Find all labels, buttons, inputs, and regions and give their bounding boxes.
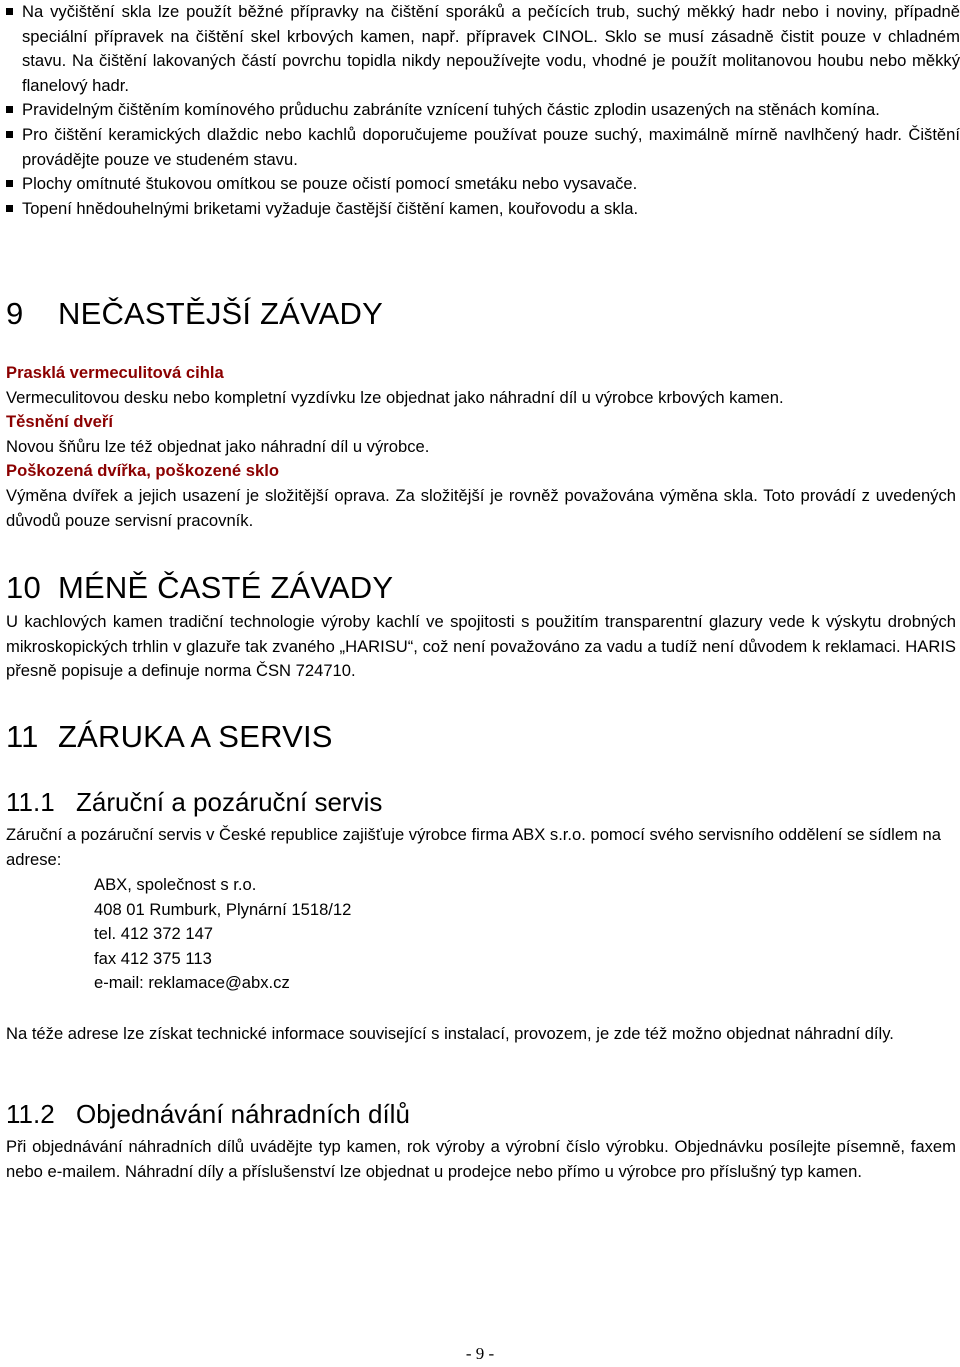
fault-text: Vermeculitovou desku nebo kompletní vyzdívku lze objednat jako náhradní díl u výrobce krbových kamen. [6,387,784,407]
address-street: 408 01 Rumburk, Plynární 1518/12 [94,899,352,919]
section-11-1-note: Na téže adrese lze získat technické informace související s instalací, provozem, je zde též možno objednat náhradní díly. [6,1024,894,1043]
section-title: ZÁRUKA A SERVIS [58,719,333,754]
section-11-1-heading [6,787,382,818]
list-item [4,0,960,98]
section-9-heading [6,296,383,332]
section-number: 11.1 [6,787,55,817]
bullet-square-icon [6,205,13,212]
section-11-2-body: Při objednávání náhradních dílů uvádějte typ kamen, rok výroby a výrobní číslo výrobku. Objednávku posílejte písemně, faxem nebo e-mailem. Náhradní díly a příslušenství lze objednat u prodejce nebo přímo u výrobce pro příslušný typ kamen. [6,1137,956,1181]
address-email: e-mail: reklamace@abx.cz [94,973,290,993]
section-title: MÉNĚ ČASTÉ ZÁVADY [58,570,394,605]
fault-heading: Prasklá vermeculitová cihla [6,363,224,382]
list-item-text: Topení hnědouhelnými briketami vyžaduje častější čištění kamen, kouřovodu a skla. [22,198,639,218]
section-10-heading [6,570,393,606]
bullet-square-icon [6,131,13,138]
page-number: - 9 - [465,1344,495,1363]
section-9-body [6,361,956,533]
fault-heading: Těsnění dveří [6,412,113,432]
list-item-text: Na vyčištění skla lze použít běžné přípravky na čištění sporáků a pečících trub, suchý měkký hadr nebo i noviny, případně speciální přípravek na čištění skel krbových kamen, např. přípravek CINOL. Sklo se musí zásadně čistit pouze v chladném stavu. Na čištění lakovaných částí povrchu topidla nikdy nepoužívejte vodu, vhodné je použít molitanovou houbu nebo měkký flanelový hadr. [22,2,960,95]
address-phone: tel. 412 372 147 [94,924,214,944]
list-item-text: Pro čištění keramických dlaždic nebo kachlů doporučujeme používat pouze suchý, maximálně mírně navlhčený hadr. Čištění provádějte pouze ve studeném stavu. [22,124,960,169]
section-10-body: U kachlových kamen tradiční technologie výroby kachlí ve spojitosti s použitím transparentní glazury vede k výskytu drobných mikroskopických trhlin v glazuře tak zvaného „HARISU“, což není považováno za vadu a tudíž není důvodem k reklamaci. HARIS přesně popisuje a definuje norma ČSN 724710. [6,612,956,681]
section-11-heading [6,719,333,755]
section-11-1-intro: Záruční a pozáruční servis v České republice zajišťuje výrobce firma ABX s.r.o. pomocí svého servisního oddělení se sídlem na adrese: [6,825,941,869]
list-item [4,197,960,222]
list-item [4,172,960,197]
cleaning-tips-list [4,0,960,221]
section-11-2-heading [6,1099,410,1130]
bullet-square-icon [6,106,13,113]
section-title: Objednávání náhradních dílů [76,1099,410,1129]
fault-text: Novou šňůru lze též objednat jako náhradní díl u výrobce. [6,436,430,456]
list-item [4,98,960,123]
fault-text: Výměna dvířek a jejich usazení je složitější oprava. Za složitější je rovněž považována výměna skla. Toto provádí z uvedených důvodů pouze servisní pracovník. [6,485,956,530]
section-title: NEČASTĚJŠÍ ZÁVADY [58,296,383,331]
section-number: 9 [6,296,24,331]
address-fax: fax 412 375 113 [94,948,212,968]
list-item-text: Pravidelným čištěním komínového průduchu zabráníte vznícení tuhých částic zplodin usazených na stěnách komína. [22,100,880,120]
section-number: 10 [6,570,41,605]
bullet-square-icon [6,8,13,15]
list-item-text: Plochy omítnuté štukovou omítkou se pouze očistí pomocí smetáku nebo vysavače. [22,174,638,194]
section-number: 11.2 [6,1099,55,1129]
address-company: ABX, společnost s r.o. [94,875,257,894]
section-title: Záruční a pozáruční servis [76,787,383,817]
section-number: 11 [6,719,39,754]
list-item [4,123,960,172]
bullet-square-icon [6,180,13,187]
service-address [94,873,351,996]
fault-heading: Poškozená dvířka, poškozené sklo [6,461,279,481]
